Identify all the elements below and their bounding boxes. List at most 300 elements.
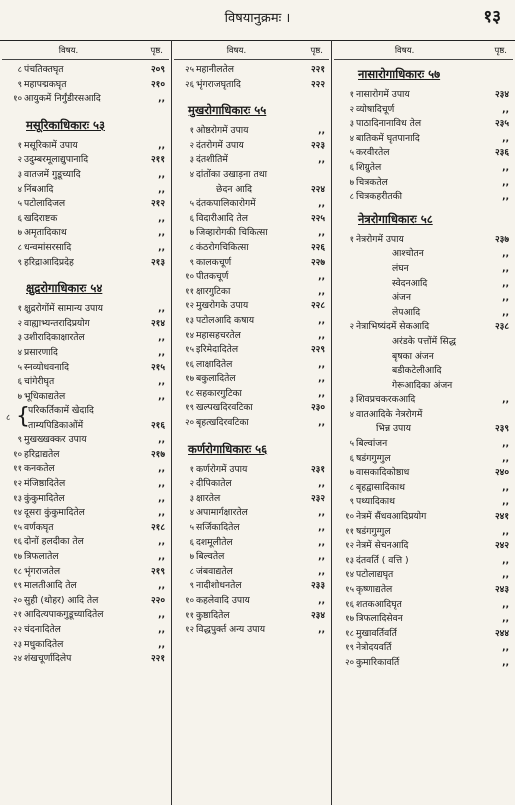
entry-page: २२३	[310, 140, 325, 151]
entry-page: ,,	[318, 537, 325, 548]
entry-text: पाठादिनानाविध तेल	[356, 118, 422, 130]
entry-page: २१०	[150, 79, 165, 90]
toc-entry	[2, 183, 169, 198]
entry-number: २	[349, 322, 354, 333]
entry-page: ,,	[318, 374, 325, 385]
entry-text: भृंगराजतेल	[24, 565, 61, 577]
entry-number: १३	[345, 555, 354, 566]
column-1	[0, 40, 171, 805]
entry-text: निंबआदि	[24, 183, 54, 195]
entry-number: १८	[185, 388, 194, 399]
entry-text: शिवप्रचकरकआदि	[356, 394, 416, 406]
entry-text: मुखख्खक्कर उपाय	[24, 434, 87, 446]
toc-entry	[334, 568, 513, 583]
entry-page: ,,	[318, 552, 325, 563]
toc-entry	[2, 317, 169, 332]
entry-number: १५	[185, 345, 194, 356]
toc-entry	[174, 521, 329, 536]
entry-text: ओष्ठरोगमें उपाय	[196, 125, 249, 137]
entry-page: ,,	[158, 610, 165, 621]
entry-text: व्योषादिचूर्ण	[356, 103, 395, 115]
toc-entry	[174, 139, 329, 154]
entry-page: २४१	[494, 512, 509, 523]
entry-text: चांगेरीघृत	[24, 376, 55, 388]
entry-number: ४	[349, 133, 354, 144]
entry-page: ,,	[158, 94, 165, 105]
entry-page: ,,	[158, 435, 165, 446]
toc-entry	[334, 117, 513, 132]
page-heading: पृष्ठ.	[310, 46, 323, 56]
toc-entry	[334, 306, 513, 321]
entry-number: १९	[345, 643, 354, 654]
entry-number: १४	[185, 330, 194, 341]
entry-page: २११	[150, 155, 165, 166]
entry-page: ,,	[502, 497, 509, 508]
entry-number: १५	[13, 522, 22, 533]
entry-page: ,,	[502, 526, 509, 537]
entry-page: ,,	[158, 304, 165, 315]
entry-text: दांतोंका उखाड़ना तथा	[196, 168, 267, 180]
toc-entry	[2, 565, 169, 580]
entry-number: ११	[185, 610, 194, 621]
entry-page: २३७	[494, 234, 509, 245]
entry-number: २३	[13, 639, 22, 650]
page-header	[0, 0, 515, 41]
entry-text: खदिराष्टक	[24, 212, 58, 224]
entry-page: २३८	[494, 322, 509, 333]
entry-number: २२	[13, 625, 22, 635]
toc-entry	[2, 302, 169, 317]
entry-text: बातिकमें घृतपानादि	[356, 132, 420, 144]
entry-page: २१२	[150, 199, 165, 210]
entry-text: शतकआदिघृत	[356, 598, 402, 610]
entry-number: २०	[13, 595, 22, 606]
entry-number: १	[349, 234, 354, 245]
entry-page: ,,	[318, 126, 325, 137]
section-title: नेत्ररोगाधिकारः ५८	[358, 211, 433, 226]
entry-number: १२	[345, 541, 354, 552]
entry-number: १९	[13, 581, 22, 592]
entry-number: ३	[349, 395, 354, 406]
toc-entry	[334, 176, 513, 191]
entry-number: १६	[345, 599, 354, 610]
entry-text: चित्रकतेल	[356, 176, 388, 188]
entry-page: २३३	[310, 581, 325, 592]
entry-page: ,,	[318, 418, 325, 429]
toc-entry-multiline	[2, 404, 169, 433]
entry-text: जंबवाद्यतेल	[196, 565, 233, 577]
entry-page: २३६	[494, 148, 509, 159]
entry-text: विदारीआदि तेल	[196, 212, 248, 224]
entry-page: ,,	[158, 493, 165, 504]
toc-entry	[174, 285, 329, 300]
entry-page: ,,	[318, 625, 325, 636]
entry-text: दूसरा कुंकुमादितेल	[24, 507, 85, 519]
toc-entry	[334, 103, 513, 118]
toc-entry	[2, 197, 169, 212]
toc-entry	[2, 63, 169, 78]
entry-text: कुमारिकावर्ति	[356, 656, 400, 668]
entry-number: १४	[13, 508, 22, 519]
entry-number: १२	[185, 625, 194, 636]
entry-number: ७	[189, 552, 194, 563]
entry-text: बृहद्वासादिकाथ	[356, 481, 405, 493]
entry-number: ४	[349, 409, 354, 420]
entry-text: बडीकटेलीआदि	[392, 365, 442, 377]
entry-number: ४	[17, 184, 22, 195]
entry-page: ,,	[502, 162, 509, 173]
entry-page: ,,	[318, 566, 325, 577]
entry-number: ४	[189, 508, 194, 519]
entry-text: शंखचूर्णादिलेप	[24, 653, 72, 665]
entry-number: १	[17, 304, 22, 315]
entry-page: २२२	[310, 79, 325, 90]
toc-entry	[334, 641, 513, 656]
entry-text: दंतकपालिकारोगमें	[196, 198, 256, 210]
toc-entry	[174, 372, 329, 387]
toc-entry	[2, 78, 169, 93]
column-header	[334, 40, 513, 60]
entry-number: १२	[185, 301, 194, 312]
entry-text: कंठरोगचिकित्सा	[196, 241, 249, 253]
entry-number: १२	[13, 479, 22, 490]
entry-text: परिकर्तिकामें खेदादि	[28, 405, 94, 417]
entry-number: ३	[17, 333, 22, 344]
toc-entry	[174, 168, 329, 183]
toc-entry	[2, 256, 169, 271]
entry-page: २१७	[150, 449, 165, 460]
entry-text: सुही (थोहर) आदि तेल	[24, 594, 99, 606]
entry-number: १	[189, 464, 194, 475]
entry-page: २२१	[150, 654, 165, 665]
entry-text: क्षुद्ररोगोंमें सामान्य उपाय	[24, 303, 103, 315]
toc-entry	[334, 379, 513, 394]
toc-entry	[2, 433, 169, 448]
entry-number: १	[189, 126, 194, 137]
entry-text: आयुकमें निर्गुंडीरसआदि	[24, 93, 101, 105]
entry-number: ९	[17, 435, 22, 446]
entry-page: ,,	[158, 140, 165, 151]
entry-number: ७	[17, 391, 22, 402]
entry-text: हरिद्राआदिप्रदेह	[24, 256, 74, 268]
entry-text: कर्णरोगमें उपाय	[196, 463, 248, 475]
entry-number: १६	[185, 359, 194, 370]
entry-number: ६	[349, 453, 354, 464]
toc-entry	[174, 256, 329, 271]
entry-text: आदित्यपाकगुडूच्यादितेल	[24, 609, 104, 621]
toc-entry	[2, 477, 169, 492]
toc-entry	[2, 608, 169, 623]
entry-number: १	[17, 140, 22, 151]
entry-text: कालकचूर्ण	[196, 256, 232, 268]
entry-text: नेत्ररोगमें उपाय	[356, 233, 404, 245]
entry-number: ५	[189, 199, 194, 210]
entry-page: ,,	[158, 639, 165, 650]
entry-page: ,,	[318, 359, 325, 370]
entry-number: ८	[17, 65, 22, 75]
entry-page: २३५	[494, 119, 509, 130]
entry-number: २४	[13, 654, 22, 665]
entry-text: वाह्याभ्यन्तरादिप्रयोग	[24, 317, 90, 329]
entry-number: ४	[17, 347, 22, 358]
entry-page: २४४	[494, 628, 509, 639]
entry-text: कनकतेल	[24, 463, 55, 475]
column-header	[2, 40, 169, 60]
entry-number: १	[349, 90, 354, 100]
entry-page: २१८	[150, 522, 165, 533]
entry-number: ५	[189, 523, 194, 534]
toc-entry	[174, 416, 329, 431]
entry-text: मधुकादितेल	[24, 638, 64, 650]
section-title: क्षुद्ररोगाधिकारः ५४	[26, 281, 103, 296]
entry-page: २२६	[310, 242, 325, 253]
entry-page: ,,	[158, 242, 165, 253]
entry-text: मालतीआदि तेल	[24, 580, 77, 592]
entry-page: ,,	[502, 249, 509, 260]
entry-number: ९	[189, 257, 194, 268]
entry-page: ,,	[502, 278, 509, 289]
toc-entry	[2, 579, 169, 594]
entry-page: ,,	[158, 391, 165, 402]
entry-text: भिन्न उपाय	[376, 423, 411, 435]
entry-page: ,,	[158, 347, 165, 358]
entry-number: ३	[17, 169, 22, 180]
toc-entry	[334, 437, 513, 452]
entry-text: करवीरतेल	[356, 147, 390, 159]
entry-text: नासारोगमें उपाय	[356, 89, 410, 100]
entry-page: ,,	[502, 104, 509, 115]
toc-entry	[174, 314, 329, 329]
toc-entry	[174, 594, 329, 609]
entry-page: २०९	[150, 65, 165, 75]
column-header	[174, 40, 329, 60]
entry-page: ,,	[502, 555, 509, 566]
entry-text: गेरूआदिका अंजन	[392, 379, 453, 391]
entry-number: १७	[345, 614, 354, 625]
entry-number: २	[17, 318, 22, 329]
entry-text: सहकारगुटिका	[196, 387, 242, 399]
entry-number: ५	[17, 199, 22, 210]
entry-text: कृष्णाद्यतेल	[356, 584, 393, 595]
entry-text: ताम्यपिडिकाओंमें	[28, 419, 84, 431]
entry-number: १५	[345, 585, 354, 595]
entry-number: ११	[13, 464, 22, 475]
entry-page: ,,	[318, 508, 325, 519]
entry-text: इरिमेदादितेल	[196, 344, 239, 356]
entry-page: ,,	[502, 482, 509, 493]
section-title: नासारोगाधिकारः ५७	[358, 67, 441, 81]
entry-text: त्रिफलातेल	[24, 551, 59, 563]
section-title: कर्णरोगाधिकारः ५६	[188, 441, 268, 456]
toc-entry	[174, 63, 329, 78]
entry-text: मंजिष्ठादितेल	[24, 478, 66, 490]
entry-text: कुष्ठादितेल	[196, 609, 230, 621]
entry-page: ,,	[502, 177, 509, 188]
entry-number: ५	[349, 148, 354, 159]
entry-number: १८	[13, 566, 22, 577]
toc-entry	[174, 477, 329, 492]
entry-page: ,,	[158, 184, 165, 195]
entry-number: ३	[349, 119, 354, 130]
toc-entry	[174, 270, 329, 285]
entry-page: ,,	[158, 213, 165, 224]
entry-text: सर्जिकादितेल	[196, 522, 240, 534]
entry-page: ,,	[502, 192, 509, 203]
entry-number: ८	[17, 242, 22, 253]
entry-page: २२८	[310, 301, 325, 312]
toc-entry	[2, 535, 169, 550]
entry-text: त्रिफलादिसेवन	[356, 613, 403, 625]
toc-entry	[2, 346, 169, 361]
entry-page: २१९	[150, 566, 165, 577]
entry-page: २४३	[494, 585, 509, 595]
entry-page: २१३	[150, 257, 165, 268]
entry-number: ८	[349, 192, 354, 203]
entry-text: वातजमें गुडूच्यादि	[24, 168, 81, 180]
entry-number: ६	[189, 537, 194, 548]
entry-number: १०	[13, 94, 22, 105]
brace-mark: {	[16, 404, 30, 430]
toc-entry	[174, 329, 329, 344]
entry-number: १६	[13, 537, 22, 548]
toc-entry	[174, 241, 329, 256]
entry-text: मुखावर्तिवर्ति	[356, 627, 397, 639]
entry-text: बृषका अंजन	[392, 350, 434, 362]
entry-number: ७	[349, 177, 354, 188]
entry-number: ९	[189, 581, 194, 592]
entry-text: शिग्रुतेल	[356, 161, 382, 173]
toc-entry	[334, 627, 513, 642]
entry-page: २२७	[310, 257, 325, 268]
entry-number: ८	[189, 242, 194, 253]
toc-entry	[334, 525, 513, 540]
toc-entry	[334, 452, 513, 467]
toc-entry	[334, 598, 513, 613]
toc-entry	[334, 233, 513, 248]
toc-entry	[334, 495, 513, 510]
entry-number: ८	[349, 482, 354, 493]
toc-entry	[174, 212, 329, 227]
entry-page: ,,	[502, 263, 509, 274]
toc-entry	[334, 146, 513, 161]
toc-entry	[174, 492, 329, 507]
entry-number: ६	[349, 162, 354, 173]
toc-entry	[174, 387, 329, 402]
entry-number: २	[17, 155, 22, 166]
toc-entry	[174, 506, 329, 521]
entry-text: उदुम्बरमूलाद्युपानादि	[24, 154, 89, 166]
toc-entry	[174, 358, 329, 373]
toc-entry	[334, 262, 513, 277]
entry-page: ,,	[502, 133, 509, 144]
entry-page: ,,	[502, 293, 509, 304]
entry-text: अपामार्गक्षारतेल	[196, 507, 248, 519]
entry-page: ,,	[502, 614, 509, 625]
entry-page: २४२	[494, 541, 509, 552]
entry-text: दंतशीतिमें	[196, 154, 228, 166]
toc-entry	[174, 463, 329, 478]
entry-text: नेत्राभिष्यंदमें सेकआदि	[356, 321, 430, 333]
entry-number: २६	[185, 79, 194, 90]
entry-text: वर्णकघृत	[24, 521, 54, 533]
entry-number: ८	[6, 413, 11, 424]
toc-entry	[334, 335, 513, 350]
entry-text: स्नव्योधवनादि	[24, 361, 69, 373]
toc-entry	[334, 554, 513, 569]
toc-entry	[2, 375, 169, 390]
entry-text: बिल्वांजन	[356, 438, 388, 450]
toc-entry	[174, 124, 329, 139]
toc-entry	[174, 226, 329, 241]
entry-text: स्वेदनआदि	[392, 277, 428, 289]
toc-entry	[2, 652, 169, 667]
entry-text: षडंगगुग्गुल	[356, 525, 391, 537]
entry-page: ,,	[158, 508, 165, 519]
toc-entry	[2, 448, 169, 463]
entry-number: १९	[185, 403, 194, 414]
entry-page: २२४	[310, 184, 325, 195]
entry-number: १७	[13, 552, 22, 563]
entry-page: २१४	[150, 318, 165, 329]
entry-page: ,,	[158, 228, 165, 239]
subject-heading: विषय.	[58, 46, 79, 56]
entry-page: ,,	[158, 377, 165, 388]
toc-entry	[2, 506, 169, 521]
toc-entry	[334, 393, 513, 408]
entry-page: २३१	[310, 464, 325, 475]
entry-page: ,,	[158, 552, 165, 563]
toc-entry	[334, 190, 513, 205]
entry-page: ,,	[158, 464, 165, 475]
entry-number: १७	[185, 374, 194, 385]
toc-entry	[2, 153, 169, 168]
page-heading: पृष्ठ.	[494, 46, 507, 56]
toc-entry	[334, 583, 513, 598]
entry-page: ,,	[158, 537, 165, 548]
entry-text: बिल्वतेल	[196, 551, 225, 563]
entry-page: २२५	[310, 213, 325, 224]
entry-page: ,,	[158, 169, 165, 180]
entry-text: मसूरिकामें उपाय	[24, 139, 78, 151]
entry-page: ,,	[318, 330, 325, 341]
entry-page: ,,	[502, 439, 509, 450]
entry-text: पटोलआदि कषाय	[196, 314, 255, 326]
entry-page: २२१	[310, 65, 325, 75]
toc-entry	[2, 241, 169, 256]
entry-page: ,,	[318, 199, 325, 210]
toc-entry	[334, 88, 513, 103]
entry-page: २३०	[310, 403, 325, 414]
toc-entry	[334, 466, 513, 481]
entry-page: २२०	[150, 595, 165, 606]
entry-text: पटोलाद्यघृत	[356, 569, 394, 581]
entry-number: ६	[17, 213, 22, 224]
entry-page: ,,	[502, 570, 509, 581]
toc-entry	[334, 320, 513, 335]
toc-entry	[2, 462, 169, 477]
toc-entry	[2, 638, 169, 653]
entry-page: ,,	[318, 388, 325, 399]
entry-text: नादीशोधनतेल	[196, 580, 242, 592]
entry-text: बृहत्खदिरवटिका	[196, 417, 249, 429]
entry-number: २०	[345, 657, 354, 668]
entry-number: १३	[185, 315, 194, 326]
entry-number: २	[189, 479, 194, 490]
page-heading: पृष्ठ.	[150, 46, 163, 56]
toc-entry	[174, 550, 329, 565]
entry-text: लेपआदि	[392, 306, 421, 318]
entry-page: ,,	[502, 453, 509, 464]
